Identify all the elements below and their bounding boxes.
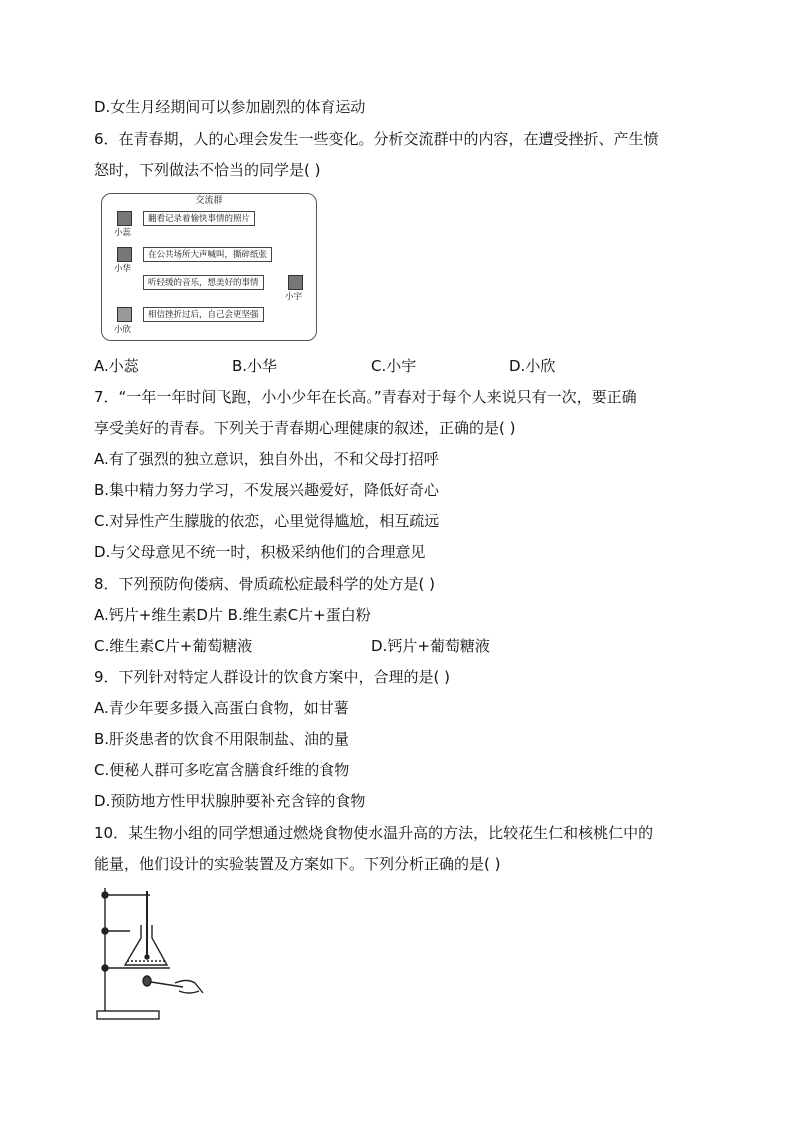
question-6-text-cont: 怒时，下列做法不恰当的同学是( ) — [94, 161, 321, 179]
q7-option-d: D.与父母意见不统一时，积极采纳他们的合理意见 — [94, 543, 426, 561]
combustion-apparatus-figure — [95, 883, 210, 1023]
q7-option-b: B.集中精力努力学习，不发展兴趣爱好，降低好奇心 — [94, 481, 440, 499]
q8-option-c: C.维生素C片+葡萄糖液 — [94, 637, 253, 655]
question-8-text: 8．下列预防佝偻病、骨质疏松症最科学的处方是( ) — [94, 575, 436, 593]
question-6-text: 6．在青春期，人的心理会发生一些变化。分析交流群中的内容，在遭受挫折、产生愤 — [94, 130, 659, 148]
question-9-text: 9．下列针对特定人群设计的饮食方案中，合理的是( ) — [94, 668, 451, 686]
burning-food — [143, 976, 151, 986]
q9-option-a: A.青少年要多摄入高蛋白食物，如甘薯 — [94, 699, 349, 717]
q9-option-c: C.便秘人群可多吃富含膳食纤维的食物 — [94, 761, 350, 779]
user-name: 小蕊 — [114, 228, 132, 238]
chat-message: 相信挫折过后，自己会更坚强 — [143, 307, 264, 322]
chat-group-figure — [101, 193, 317, 341]
q8-option-d: D.钙片+葡萄糖液 — [371, 637, 490, 655]
q6-option-d: D.小欣 — [509, 357, 556, 375]
avatar-xiaorui — [117, 211, 132, 226]
q6-option-a: A.小蕊 — [94, 357, 139, 375]
chat-message: 听轻缓的音乐，想美好的事情 — [143, 275, 264, 290]
q6-option-b: B.小华 — [232, 357, 278, 375]
user-name: 小华 — [114, 264, 132, 274]
q5-option-d: D.女生月经期间可以参加剧烈的体育运动 — [94, 98, 366, 116]
q9-option-b: B.肝炎患者的饮食不用限制盐、油的量 — [94, 730, 350, 748]
user-name: 小欣 — [114, 325, 132, 335]
stand-base — [97, 1011, 159, 1019]
dissecting-needle — [151, 982, 183, 987]
q8-options-ab: A.钙片+维生素D片 B.维生素C片+蛋白粉 — [94, 606, 371, 624]
avatar-xiaohua — [117, 247, 132, 262]
avatar-xiaoxin — [117, 307, 132, 322]
question-7-text: 7．“一年一年时间飞跑，小小少年在长高。”青春对于每个人来说只有一次，要正确 — [94, 388, 637, 406]
chat-message: 翻看记录着愉快事情的照片 — [143, 211, 255, 226]
q7-option-c: C.对异性产生朦胧的依恋，心里觉得尴尬，相互疏远 — [94, 512, 440, 530]
avatar-xiaoyu — [288, 275, 303, 290]
question-7-text-cont: 享受美好的青春。下列关于青春期心理健康的叙述，正确的是( ) — [94, 419, 516, 437]
q9-option-d: D.预防地方性甲状腺肿要补充含锌的食物 — [94, 792, 366, 810]
q6-option-c: C.小宇 — [371, 357, 417, 375]
question-10-text: 10．某生物小组的同学想通过燃烧食物使水温升高的方法，比较花生仁和核桃仁中的 — [94, 824, 654, 842]
user-name: 小宇 — [285, 292, 303, 302]
chat-message: 在公共场所大声喊叫，撕碎纸张 — [143, 247, 272, 262]
q7-option-a: A.有了强烈的独立意识，独自外出，不和父母打招呼 — [94, 450, 439, 468]
chat-title: 交流群 — [195, 196, 223, 206]
question-10-text-cont: 能量，他们设计的实验装置及方案如下。下列分析正确的是( ) — [94, 855, 501, 873]
